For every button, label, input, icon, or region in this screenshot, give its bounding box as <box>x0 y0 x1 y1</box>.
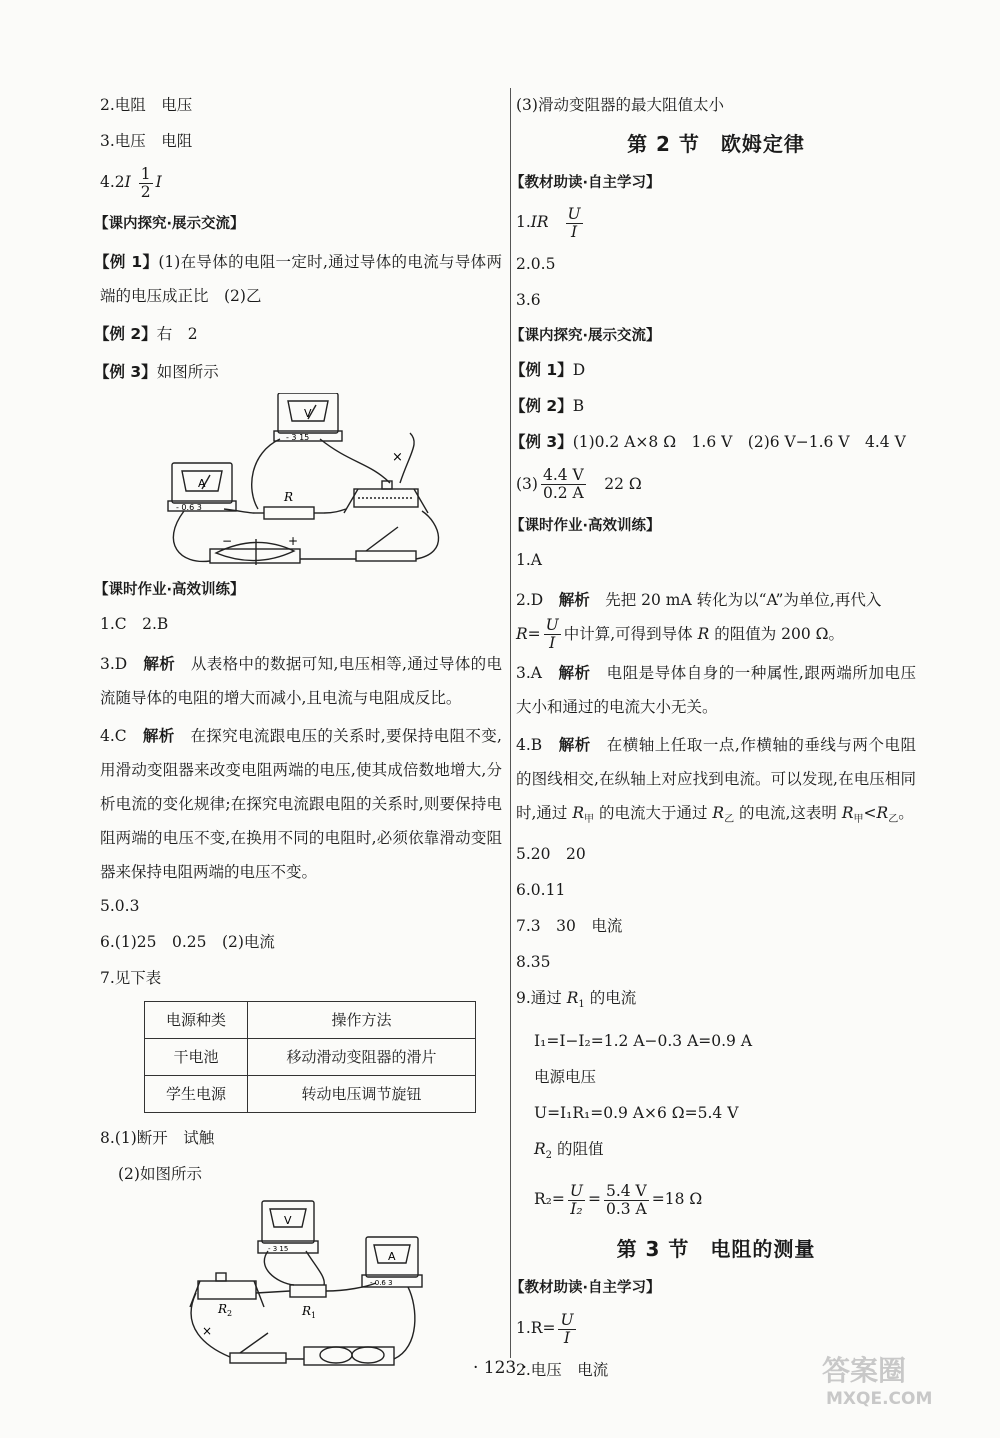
page-number: · 123 · <box>472 1358 528 1378</box>
answer-3: 3.电压 电阻 <box>100 132 193 150</box>
battery-plus: + <box>288 533 299 548</box>
fraction-u-over-i2: $\frac{U}{\text{I₂}}$ <box>569 1181 583 1218</box>
cross-mark: × <box>392 449 403 465</box>
homework-7: 7.见下表 <box>100 968 162 987</box>
voltmeter-label: V <box>304 406 312 420</box>
voltmeter-label: V <box>284 1213 292 1227</box>
voltmeter-scale: - 3 15 <box>268 1244 289 1253</box>
cross-mark: × <box>202 1323 213 1338</box>
example-2: 【例 2】B <box>510 396 585 415</box>
example-2: 【例 2】右 2 <box>94 324 198 343</box>
section-heading-explore: 【课内探究·展示交流】 <box>510 327 661 344</box>
watermark-en: MXQE.COM <box>826 1389 933 1409</box>
answer-4: 4.2I $\frac{1}{2}$ I <box>100 164 162 201</box>
watermark-cn: 答案圈 <box>822 1354 907 1387</box>
example-3: 【例 3】(1)0.2 A×8 Ω 1.6 V (2)6 V−1.6 V 4.4 V <box>510 432 906 451</box>
section-heading-reading: 【教材助读·自主学习】 <box>510 175 661 191</box>
example-1: 【例 1】D <box>510 360 586 379</box>
fraction-u-over-i: $\frac{U}{I}$ <box>545 616 559 652</box>
table-cell: 移动滑动变阻器的滑片 <box>248 1038 476 1075</box>
homework-5: 5.0.3 <box>100 896 140 915</box>
circuit-diagram-1 <box>160 393 500 571</box>
homework-8-1: 8.(1)断开 试触 <box>100 1128 215 1147</box>
ammeter-label: A <box>388 1249 396 1263</box>
equation-current: I₁=I−I₂=1.2 A−0.3 A=0.9 A <box>534 1032 753 1051</box>
fraction-u-over-i: $\frac{U}{I}$ <box>560 1310 574 1347</box>
homework-4: 4.C 解析 在探究电流跟电压的关系时,要保持电阻不变,用滑动变阻器来改变电阻两端的电压,使其成倍数地增大,分析电流的变化规律;在探究电流跟电阻的关系时,则要保持电阻两端的电压不变,在换用不同的电阻时,必须依靠滑动变阻器来保持电阻两端的电压不变。 <box>100 726 502 881</box>
section-heading-homework: 【课时作业·高效训练】 <box>94 581 245 598</box>
reading-formula: 1.R= $\frac{U}{I}$ <box>516 1310 574 1347</box>
resistor-r1-label: $R_1$ <box>302 1303 317 1320</box>
watermark-logo <box>816 1348 966 1410</box>
answer-3-3: (3)滑动变阻器的最大阻值太小 <box>516 96 724 114</box>
equation-voltage: U=I₁R₁=0.9 A×6 Ω=5.4 V <box>534 1104 739 1123</box>
homework-4: 4.B 解析 在横轴上任取一点,作横轴的垂线与两个电阻的图线相交,在纵轴上对应找到电流。可以发现,在电压相同时,通过 $R_甲$ 的电流大于通过 $R_乙$ 的电流,这表明 $R_甲<R_乙$。 <box>516 736 916 826</box>
equation-resistance: R₂= $\frac{U}{\text{I₂}}$ = $\frac{5.4 V}{0.3 A}$ =18 Ω <box>534 1181 703 1218</box>
reading-1: 1.IR $\frac{U}{I}$ <box>516 204 581 241</box>
table-header: 电源种类 <box>145 1001 248 1038</box>
table-header: 操作方法 <box>248 1001 476 1038</box>
example-3-part-3: (3) $\frac{4.4 V}{0.2 A}$ 22 Ω <box>516 466 642 502</box>
homework-1: 1.A <box>516 550 542 569</box>
fraction-half: $\frac{1}{2}$ <box>140 164 151 201</box>
fraction-voltage-current: $\frac{4.4 V}{0.2 A}$ <box>542 466 584 502</box>
table-row <box>145 1075 476 1112</box>
table-header-row <box>145 1001 476 1038</box>
voltmeter-scale: - 3 15 <box>286 432 310 442</box>
example-1: 【例 1】(1)在导体的电阻一定时,通过导体的电流与导体两端的电压成正比 (2)乙 <box>94 252 502 305</box>
battery-minus: − <box>222 533 233 548</box>
label-source-voltage: 电源电压 <box>534 1068 597 1087</box>
left-column <box>94 92 502 1383</box>
example-3: 【例 3】如图所示 <box>94 362 219 381</box>
homework-6: 6.0.11 <box>516 881 566 900</box>
section-heading-homework: 【课时作业·高效训练】 <box>510 517 661 534</box>
fraction-u-over-i: $\frac{U}{I}$ <box>567 204 581 241</box>
homework-3: 3.A 解析 电阻是导体自身的一种属性,跟两端所加电压大小和通过的电流大小无关。 <box>516 664 916 716</box>
rheostat-r2-label: $R_2$ <box>218 1301 233 1318</box>
circuit-diagram-2 <box>186 1197 446 1377</box>
section-heading-reading: 【教材助读·自主学习】 <box>510 1280 661 1297</box>
homework-2: 2.D 解析 先把 20 mA 转化为以“A”为单位,再代入 R= $\frac{U}{I}$ 中计算,可得到导体 R 的阻值为 200 Ω。 <box>516 590 882 652</box>
column-divider <box>510 88 511 1358</box>
homework-7: 7.3 30 电流 <box>516 917 623 936</box>
homework-8: 8.35 <box>516 953 551 972</box>
power-source-table <box>144 1001 476 1113</box>
ammeter-label: A <box>198 476 206 490</box>
ammeter-scale: - 0.6 3 <box>176 502 202 512</box>
section-heading-explore: 【课内探究·展示交流】 <box>94 215 245 232</box>
homework-9: 9.通过 $R_1$ 的电流 <box>516 989 637 1011</box>
table-cell: 干电池 <box>145 1038 248 1075</box>
right-column <box>510 92 916 1393</box>
ammeter-scale: - 0.6 3 <box>370 1278 393 1287</box>
section-title-resistance-measurement: 第 3 节 电阻的测量 <box>616 1237 816 1262</box>
section-title-ohms-law: 第 2 节 欧姆定律 <box>627 132 805 156</box>
homework-6: 6.(1)25 0.25 (2)电流 <box>100 932 275 951</box>
reading-2: 2.0.5 <box>516 254 556 273</box>
table-cell: 学生电源 <box>145 1075 248 1112</box>
label-r2-resistance: $R_2$ 的阻值 <box>534 1140 604 1162</box>
homework-5: 5.20 20 <box>516 845 586 864</box>
homework-3: 3.D 解析 从表格中的数据可知,电压相等,通过导体的电流随导体的电阻的增大而减小,且电流与电阻成反比。 <box>100 654 502 707</box>
resistor-label: R <box>284 489 294 504</box>
table-row <box>145 1038 476 1075</box>
table-cell: 转动电压调节旋钮 <box>248 1075 476 1112</box>
answer-2: 2.电阻 电压 <box>100 96 193 114</box>
fraction-values: $\frac{5.4 V}{0.3 A}$ <box>605 1181 647 1218</box>
homework-8-2: (2)如图所示 <box>118 1164 202 1183</box>
homework-1-2: 1.C 2.B <box>100 614 169 633</box>
reading-3: 3.6 <box>516 290 541 309</box>
reading-2: 2.电压 电流 <box>516 1361 609 1380</box>
